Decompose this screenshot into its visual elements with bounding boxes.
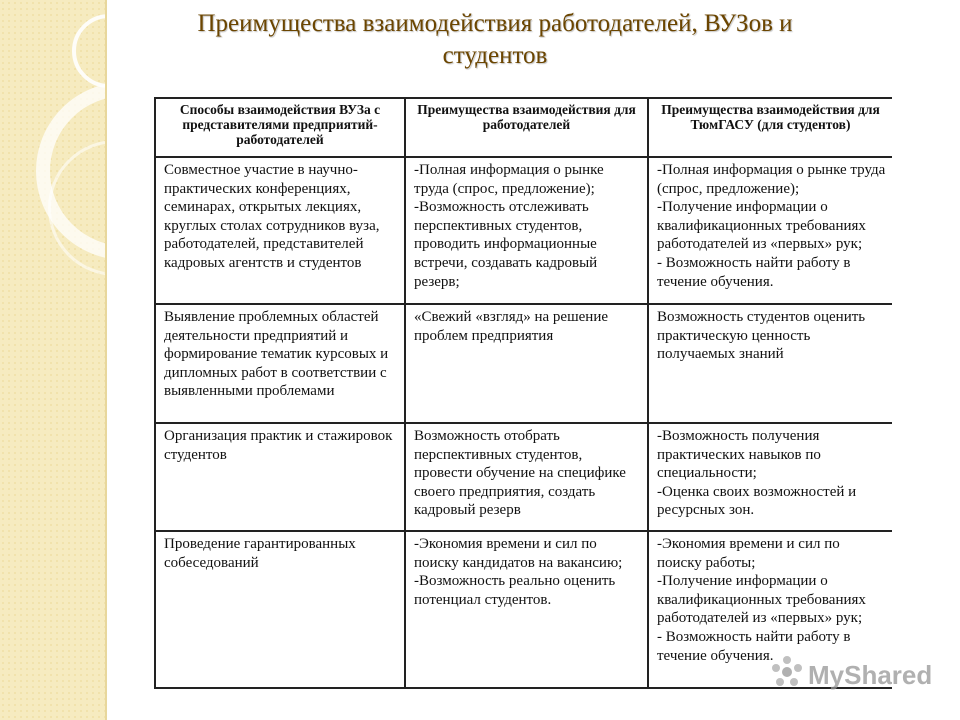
benefit-item: «Свежий «взгляд» на решение проблем предприятия [414, 309, 609, 344]
method-cell: Проведение гарантированных собеседований [155, 531, 405, 688]
benefit-item: -Полная информация о рынке труда (спрос, предложение); [414, 162, 604, 197]
employer-benefits-cell [405, 157, 648, 304]
myshared-watermark [770, 655, 932, 695]
decorative-side-panel [0, 0, 105, 720]
decorative-ring [72, 14, 105, 88]
benefit-item: -Возможность отслеживать перспективных студентов, проводить информационные встречи, создавать кадровый резерв; [414, 199, 598, 290]
university-benefits-cell [648, 304, 892, 423]
employer-benefits-cell [405, 423, 648, 531]
myshared-logo-icon [770, 655, 804, 696]
table-row [155, 423, 892, 531]
comparison-table-container [154, 97, 892, 692]
benefit-item: -Полная информация о рынке труда (спрос, предложение); [657, 162, 886, 197]
employer-benefits-cell [405, 531, 648, 688]
university-benefits-cell [648, 157, 892, 304]
header-employer-benefits: Преимущества взаимодействия для работодателей [405, 98, 648, 157]
method-cell: Организация практик и стажировок студентов [155, 423, 405, 531]
benefit-item: -Экономия времени и сил по поиску работы; [657, 536, 840, 571]
comparison-table [154, 97, 892, 689]
watermark-text: MyShared [808, 659, 933, 690]
benefit-item: Возможность студентов оценить практическую ценность получаемых знаний [657, 309, 866, 363]
side-panel-edge [105, 0, 107, 720]
method-cell: Совместное участие в научно-практических конференциях, семинарах, открытых лекциях, круглых столах сотрудников вуза, работодателей, представителей кадровых агентств и студентов [155, 157, 405, 304]
table-header-row [155, 98, 892, 157]
benefit-item: - Возможность найти работу в течение обучения. [657, 628, 851, 664]
employer-benefits-cell [405, 304, 648, 423]
university-benefits-cell [648, 423, 892, 531]
benefit-item: -Экономия времени и сил по поиску кандидатов на вакансию; [414, 536, 623, 571]
header-university-benefits: Преимущества взаимодействия для ТюмГАСУ (для студентов) [648, 98, 892, 157]
benefit-item: -Оценка своих возможностей и ресурсных зон. [657, 483, 857, 519]
slide-title: Преимущества взаимодействия работодателей, ВУЗов и студентов [197, 10, 793, 69]
table-row [155, 304, 892, 423]
benefit-item: - Возможность найти работу в течение обучения. [657, 254, 851, 290]
benefit-item: -Возможность реально оценить потенциал студентов. [414, 573, 616, 608]
method-cell: Выявление проблемных областей деятельности предприятий и формирование тематик курсовых и дипломных работ в соответствии с выявленными проблемами [155, 304, 405, 423]
header-methods: Способы взаимодействия ВУЗа с представителями предприятий-работодателей [155, 98, 405, 157]
benefit-item: -Получение информации о квалификационных требованиях работодателей из «первых» рук; [657, 199, 866, 253]
benefit-item: -Возможность получения практических навыков по специальности; [657, 428, 821, 482]
table-row [155, 157, 892, 304]
benefit-item: -Получение информации о квалификационных требованиях работодателей из «первых» рук; [657, 573, 866, 627]
benefit-item: Возможность отобрать перспективных студентов, провести обучение на специфике своего предприятия, создать кадровый резерв [414, 428, 626, 519]
